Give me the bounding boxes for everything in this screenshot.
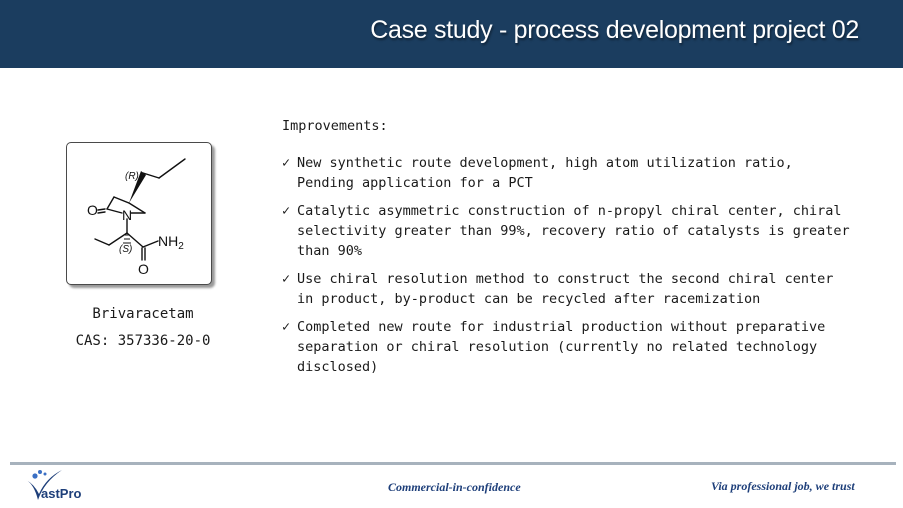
brivaracetam-structure-diagram bbox=[67, 143, 211, 284]
check-icon: ✓ bbox=[282, 155, 291, 171]
improvement-list bbox=[282, 153, 882, 385]
double-bond bbox=[98, 212, 105, 213]
confidential-note: Commercial-in-confidence bbox=[388, 480, 521, 494]
chemical-structure-panel bbox=[66, 142, 212, 285]
check-icon: ✓ bbox=[282, 319, 291, 335]
double-bond bbox=[98, 209, 105, 210]
improvement-text-line: Completed new route for industrial production without preparative bbox=[297, 319, 826, 335]
bond bbox=[107, 209, 122, 213]
amide-oxygen-label: O bbox=[138, 261, 149, 277]
improvement-text-line: New synthetic route development, high atom utilization ratio, bbox=[297, 155, 793, 171]
slide-title: Case study - process development project 02 bbox=[370, 16, 859, 44]
footer-divider bbox=[10, 462, 896, 465]
check-icon: ✓ bbox=[282, 271, 291, 287]
improvement-text-line: Pending application for a PCT bbox=[297, 175, 533, 191]
improvement-text-line: selectivity greater than 99%, recovery ratio of catalysts is greater bbox=[297, 223, 850, 239]
bond bbox=[143, 241, 158, 247]
cas-number: CAS: 357336-20-0 bbox=[75, 333, 211, 349]
r-stereo-label: (R) bbox=[125, 171, 139, 182]
improvement-text-line: Catalytic asymmetric construction of n-propyl chiral center, chiral bbox=[297, 203, 842, 219]
bond bbox=[95, 239, 109, 245]
s-stereo-label: (S) bbox=[119, 244, 133, 255]
improvement-item bbox=[282, 153, 882, 193]
improvement-text-line: than 90% bbox=[297, 243, 363, 259]
improvement-text-line: disclosed) bbox=[297, 359, 379, 375]
bond bbox=[107, 197, 114, 209]
amide-nh-label: $NH_2$ bbox=[158, 233, 184, 252]
improvement-item bbox=[282, 269, 882, 309]
ring-oxygen-label: O bbox=[87, 202, 98, 218]
ring-nitrogen-label: N bbox=[122, 207, 133, 223]
improvement-text-line: separation or chiral resolution (currently no related technology bbox=[297, 339, 818, 355]
improvement-text-line: Use chiral resolution method to construct the second chiral center bbox=[297, 271, 834, 287]
bond bbox=[114, 197, 129, 203]
compound-name: Brivaracetam bbox=[92, 306, 194, 322]
bond bbox=[159, 159, 185, 178]
improvement-item bbox=[282, 317, 882, 377]
logo-wordmark: astPro bbox=[41, 486, 82, 501]
title-banner bbox=[0, 0, 903, 68]
improvement-item bbox=[282, 201, 882, 261]
check-icon: ✓ bbox=[282, 203, 291, 219]
company-tagline: Via professional job, we trust bbox=[711, 479, 855, 493]
improvement-text-line: in product, by-product can be recycled after racemization bbox=[297, 291, 761, 307]
improvements-heading: Improvements: bbox=[282, 118, 388, 134]
